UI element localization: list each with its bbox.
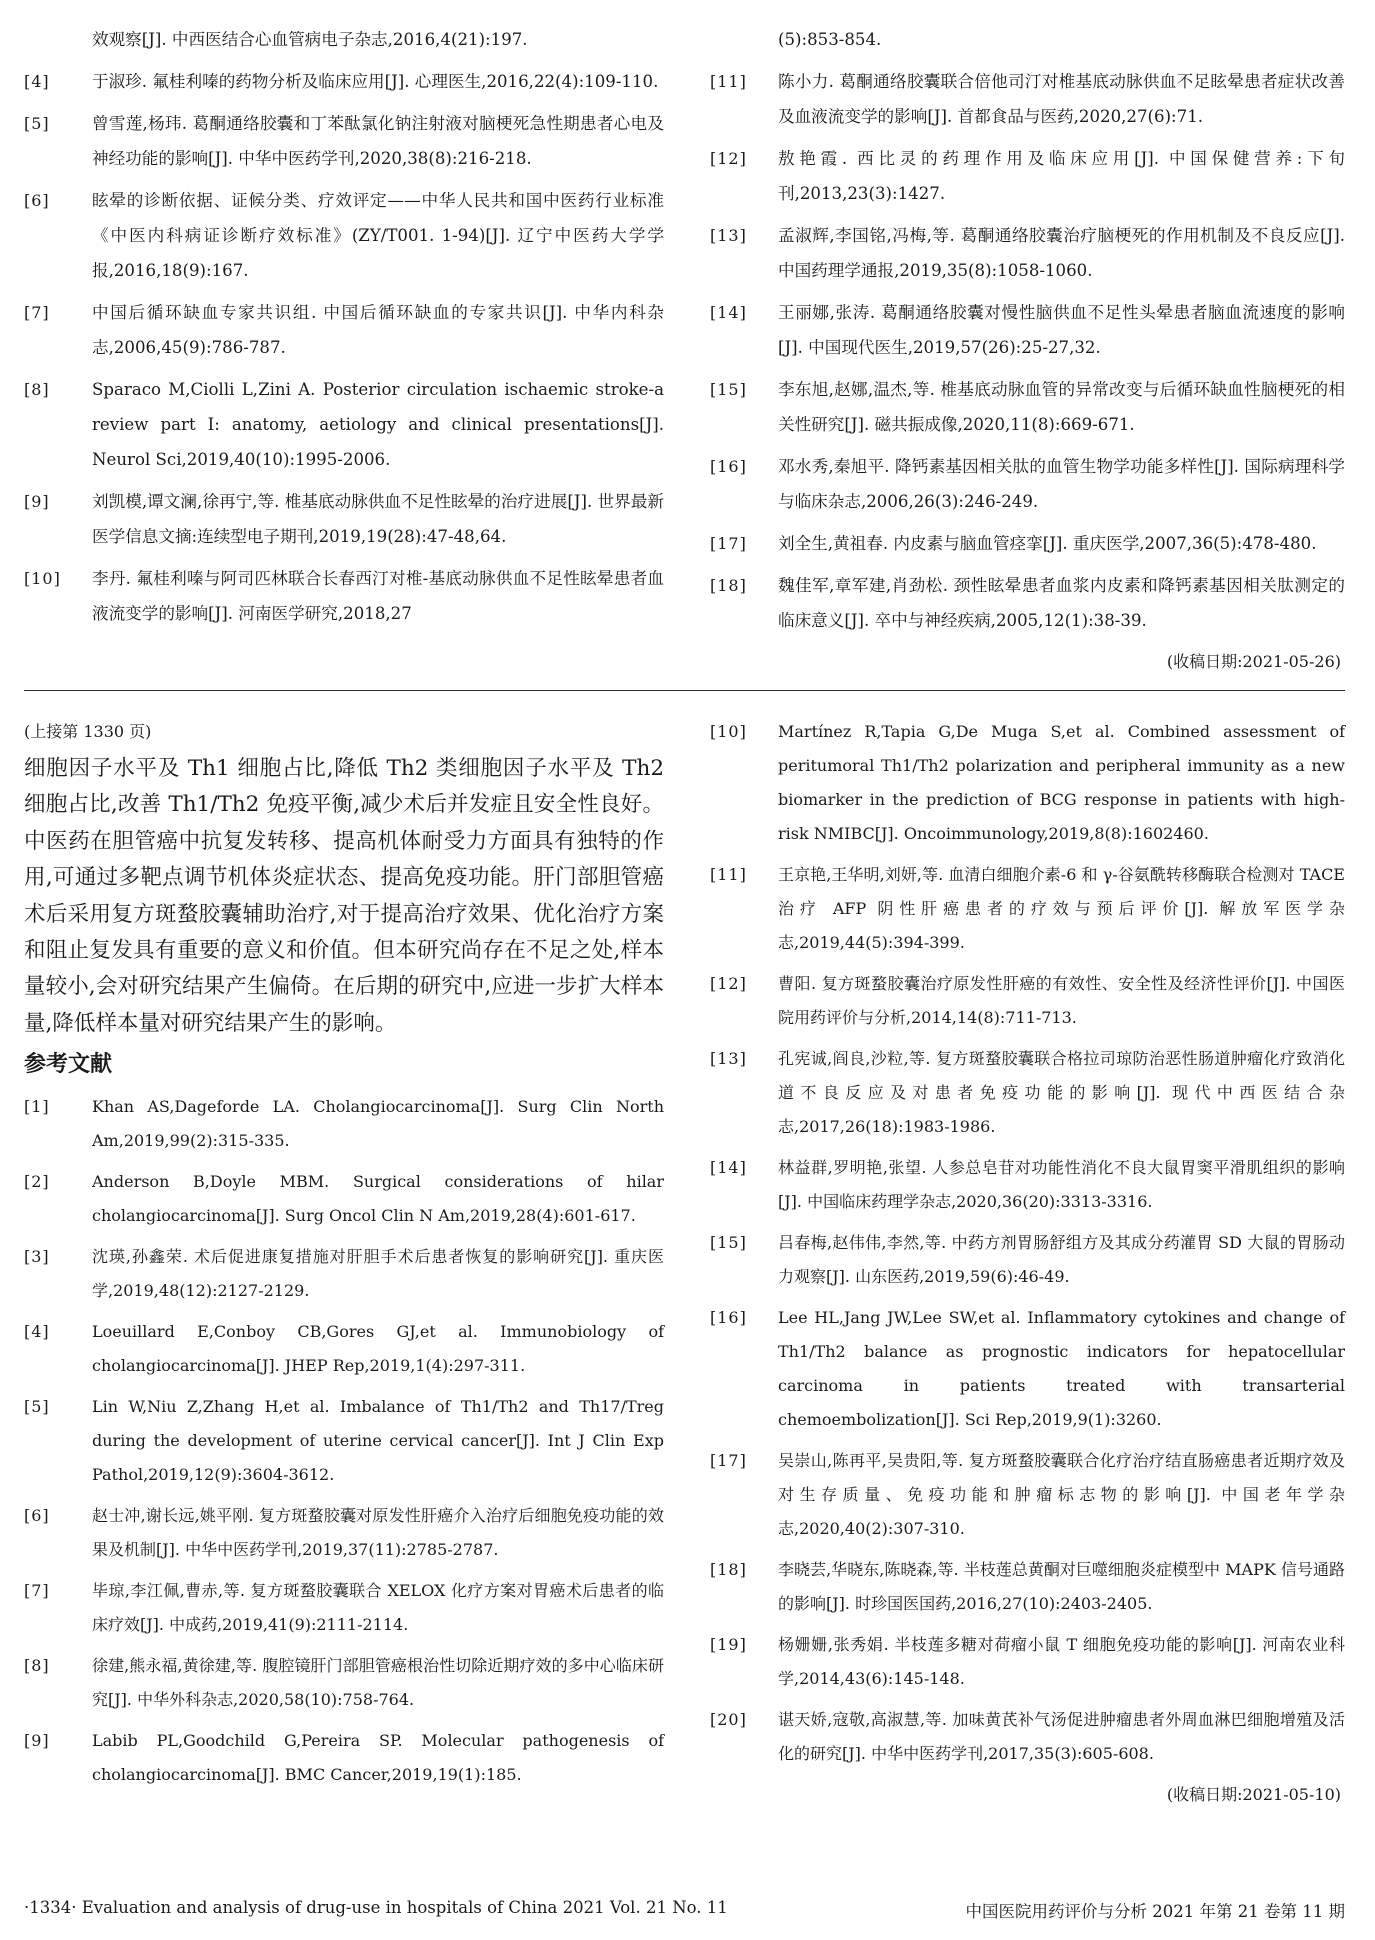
reference-text: 李丹. 氟桂利嗪与阿司匹林联合长春西汀对椎-基底动脉供血不足性眩晕患者血液流变学的影响[J]. 河南医学研究,2018,27 — [92, 569, 664, 623]
reference-number: [14] — [710, 1158, 747, 1177]
reference-number: [15] — [710, 1233, 747, 1252]
reference-number: [17] — [710, 1451, 747, 1470]
reference-number: [14] — [710, 303, 747, 322]
reference-text: 谌天娇,寇敬,高淑慧,等. 加味黄芪补气汤促进肿瘤患者外周血淋巴细胞增殖及活化的研究[J]. 中华中医药学刊,2017,35(3):605-608. — [778, 1710, 1345, 1763]
reference-item — [710, 372, 1345, 442]
reference-text: 毕琼,李江佩,曹赤,等. 复方斑蝥胶囊联合 XELOX 化疗方案对胃癌术后患者的临床疗效[J]. 中成药,2019,41(9):2111-2114. — [92, 1581, 664, 1635]
received-date: (收稿日期:2021-05-10) — [1166, 1785, 1341, 1804]
reference-text: Lin W,Niu Z,Zhang H,et al. Imbalance of Th1/Th2 and Th17/Treg during the development of uterine cervical cancer[J]. Int J Clin Exp Pathol,2019,12(9):3604-3612. — [92, 1397, 664, 1485]
reference-number: [10] — [24, 569, 61, 588]
reference-item — [710, 1444, 1345, 1546]
references-heading: 参考文献 — [24, 1052, 113, 1078]
reference-text: 林益群,罗明艳,张望. 人参总皂苷对功能性消化不良大鼠胃窦平滑肌组织的影响[J]. 中国临床药理学杂志,2020,36(20):3313-3316. — [778, 1158, 1345, 1211]
reference-item — [710, 1703, 1345, 1771]
reference-text: 李晓芸,华晓东,陈晓森,等. 半枝莲总黄酮对巨噬细胞炎症模型中 MAPK 信号通路的影响[J]. 时珍国医国药,2016,27(10):2403-2405. — [778, 1560, 1345, 1613]
reference-number: [16] — [710, 457, 747, 476]
reference-item — [710, 526, 1345, 561]
reference-item — [24, 1090, 664, 1158]
reference-item — [710, 218, 1345, 288]
reference-text: Anderson B,Doyle MBM. Surgical considerations of hilar cholangiocarcinoma[J]. Surg Oncol Clin N Am,2019,28(4):601-617. — [92, 1172, 664, 1226]
reference-number: [16] — [710, 1308, 747, 1327]
bottom-right-column — [710, 715, 1345, 1812]
reference-number: [6] — [24, 191, 50, 210]
reference-text: Martínez R,Tapia G,De Muga S,et al. Combined assessment of peritumoral Th1/Th2 polarization and peripheral immunity as a new biomarker in the prediction of BCG response in patients with high-risk NMIBC[J]. Oncoimmunology,2019,8(8):1602460. — [778, 722, 1345, 843]
reference-continuation: (5):853-854. — [778, 30, 882, 49]
reference-item — [710, 1301, 1345, 1437]
reference-item — [24, 372, 664, 477]
top-left-column — [24, 22, 664, 638]
reference-number: [17] — [710, 534, 747, 553]
reference-item — [710, 1042, 1345, 1144]
reference-list — [710, 64, 1345, 638]
reference-number: [4] — [24, 1322, 50, 1342]
reference-text: 徐建,熊永福,黄徐建,等. 腹腔镜肝门部胆管癌根治性切除近期疗效的多中心临床研究[J]. 中华外科杂志,2020,58(10):758-764. — [92, 1656, 664, 1710]
reference-text: 陈小力. 葛酮通络胶囊联合倍他司汀对椎基底动脉供血不足眩晕患者症状改善及血液流变学的影响[J]. 首都食品与医药,2020,27(6):71. — [778, 72, 1345, 126]
reference-number: [1] — [24, 1097, 50, 1117]
reference-text: 吴崇山,陈再平,吴贵阳,等. 复方斑蝥胶囊联合化疗治疗结直肠癌患者近期疗效及对生存质量、免疫功能和肿瘤标志物的影响[J]. 中国老年学杂志,2020,40(2):307-310. — [778, 1451, 1345, 1538]
reference-text: Labib PL,Goodchild G,Pereira SP. Molecular pathogenesis of cholangiocarcinoma[J]. BMC Cancer,2019,19(1):185. — [92, 1731, 664, 1785]
reference-list — [24, 64, 664, 631]
reference-item — [710, 568, 1345, 638]
reference-item — [710, 295, 1345, 365]
reference-text: 刘凯模,谭文澜,徐再宁,等. 椎基底动脉供血不足性眩晕的治疗进展[J]. 世界最新医学信息文摘:连续型电子期刊,2019,19(28):47-48,64. — [92, 492, 664, 546]
reference-number: [5] — [24, 1397, 50, 1417]
page-footer — [24, 1898, 1345, 1922]
article-divider — [24, 690, 1345, 691]
body-paragraph: 细胞因子水平及 Th1 细胞占比,降低 Th2 类细胞因子水平及 Th2 细胞占比,改善 Th1/Th2 免疫平衡,减少术后并发症且安全性良好。中医药在胆管癌中抗复发转移、提高机体耐受力方面具有独特的作用,可通过多靶点调节机体炎症状态、提高免疫功能。肝门部胆管癌术后采用复方斑蝥胶囊辅助治疗,对于提高治疗效果、优化治疗方案和阻止复发具有重要的意义和价值。但本研究尚存在不足之处,样本量较小,会对研究结果产生偏倚。在后期的研究中,应进一步扩大样本量,降低样本量对研究结果产生的影响。 — [24, 756, 664, 1036]
reference-text: 曾雪莲,杨玮. 葛酮通络胶囊和丁苯酞氯化钠注射液对脑梗死急性期患者心电及神经功能的影响[J]. 中华中医药学刊,2020,38(8):216-218. — [92, 114, 664, 168]
reference-number: [9] — [24, 1731, 50, 1751]
reference-item — [24, 1165, 664, 1233]
reference-list — [24, 1090, 664, 1792]
reference-number: [11] — [710, 865, 747, 884]
reference-number: [4] — [24, 72, 50, 91]
reference-number: [7] — [24, 1581, 50, 1601]
reference-text: 杨姗姗,张秀娟. 半枝莲多糖对荷瘤小鼠 T 细胞免疫功能的影响[J]. 河南农业科学,2014,43(6):145-148. — [778, 1635, 1345, 1688]
reference-text: 曹阳. 复方斑蝥胶囊治疗原发性肝癌的有效性、安全性及经济性评价[J]. 中国医院用药评价与分析,2014,14(8):711-713. — [778, 974, 1345, 1027]
reference-item — [710, 858, 1345, 960]
reference-text: 李东旭,赵娜,温杰,等. 椎基底动脉血管的异常改变与后循环缺血性脑梗死的相关性研究[J]. 磁共振成像,2020,11(8):669-671. — [778, 380, 1345, 434]
reference-text: 魏佳军,章军建,肖劲松. 颈性眩晕患者血浆内皮素和降钙素基因相关肽测定的临床意义[J]. 卒中与神经疾病,2005,12(1):38-39. — [778, 576, 1345, 630]
reference-number: [7] — [24, 303, 50, 322]
reference-text: Sparaco M,Ciolli L,Zini A. Posterior circulation ischaemic stroke-a review part I: anatomy, aetiology and clinical presentations[J]. Neurol Sci,2019,40(10):1995-2006. — [92, 380, 664, 469]
reference-number: [20] — [710, 1710, 747, 1729]
received-date: (收稿日期:2021-05-26) — [1166, 652, 1341, 671]
reference-number: [10] — [710, 722, 747, 741]
reference-number: [11] — [710, 72, 747, 91]
reference-number: [18] — [710, 1560, 747, 1579]
reference-item — [710, 1151, 1345, 1219]
top-right-column — [710, 22, 1345, 679]
reference-text: Khan AS,Dageforde LA. Cholangiocarcinoma[J]. Surg Clin North Am,2019,99(2):315-335. — [92, 1097, 664, 1151]
reference-list — [710, 715, 1345, 1771]
reference-item — [24, 1574, 664, 1642]
reference-text: 沈瑛,孙鑫荣. 术后促进康复措施对肝胆手术后患者恢复的影响研究[J]. 重庆医学,2019,48(12):2127-2129. — [92, 1247, 664, 1301]
reference-item — [24, 1390, 664, 1492]
reference-item — [24, 484, 664, 554]
reference-number: [5] — [24, 114, 50, 133]
reference-item — [710, 449, 1345, 519]
reference-item — [24, 106, 664, 176]
reference-number: [15] — [710, 380, 747, 399]
reference-text: 赵士冲,谢长远,姚平刚. 复方斑蝥胶囊对原发性肝癌介入治疗后细胞免疫功能的效果及机制[J]. 中华中医药学刊,2019,37(11):2785-2787. — [92, 1506, 664, 1560]
reference-continuation: 效观察[J]. 中西医结合心血管病电子杂志,2016,4(21):197. — [92, 30, 528, 49]
footer-left: ·1334· Evaluation and analysis of drug-use in hospitals of China 2021 Vol. 21 No. 11 — [24, 1898, 728, 1917]
reference-number: [9] — [24, 492, 50, 511]
reference-number: [2] — [24, 1172, 50, 1192]
reference-number: [12] — [710, 974, 747, 993]
reference-number: [12] — [710, 149, 747, 168]
reference-text: 王丽娜,张涛. 葛酮通络胶囊对慢性脑供血不足性头晕患者脑血流速度的影响[J]. 中国现代医生,2019,57(26):25-27,32. — [778, 303, 1345, 357]
reference-item — [24, 64, 664, 99]
reference-number: [19] — [710, 1635, 747, 1654]
reference-item — [24, 1649, 664, 1717]
footer-right: 中国医院用药评价与分析 2021 年第 21 卷第 11 期 — [965, 1902, 1345, 1921]
reference-text: 敖艳霞. 西比灵的药理作用及临床应用[J]. 中国保健营养:下旬刊,2013,23(3):1427. — [778, 149, 1345, 203]
reference-text: Lee HL,Jang JW,Lee SW,et al. Inflammatory cytokines and change of Th1/Th2 balance as prognostic indicators for hepatocellular carcinoma in patients treated with transarterial chemoembolization[J]. Sci Rep,2019,9(1):3260. — [778, 1308, 1345, 1429]
reference-item — [24, 1240, 664, 1308]
reference-text: 吕春梅,赵伟伟,李然,等. 中药方剂胃肠舒组方及其成分药灌胃 SD 大鼠的胃肠动力观察[J]. 山东医药,2019,59(6):46-49. — [778, 1233, 1345, 1286]
reference-text: 于淑珍. 氟桂利嗪的药物分析及临床应用[J]. 心理医生,2016,22(4):109-110. — [92, 72, 659, 91]
reference-number: [8] — [24, 1656, 50, 1676]
reference-item — [710, 1226, 1345, 1294]
reference-item — [710, 715, 1345, 851]
reference-text: 孔宪诚,阎良,沙粒,等. 复方斑蝥胶囊联合格拉司琼防治恶性肠道肿瘤化疗致消化道不良反应及对患者免疫功能的影响[J]. 现代中西医结合杂志,2017,26(18):1983-1986. — [778, 1049, 1345, 1136]
reference-item — [24, 561, 664, 631]
reference-item — [710, 1628, 1345, 1696]
reference-number: [8] — [24, 380, 50, 399]
reference-number: [13] — [710, 226, 747, 245]
reference-number: [18] — [710, 576, 747, 595]
reference-number: [13] — [710, 1049, 747, 1068]
continued-from-note: (上接第 1330 页) — [24, 722, 152, 741]
reference-item — [710, 141, 1345, 211]
reference-item — [710, 967, 1345, 1035]
reference-number: [6] — [24, 1506, 50, 1526]
reference-text: 刘全生,黄祖春. 内皮素与脑血管痉挛[J]. 重庆医学,2007,36(5):478-480. — [778, 534, 1317, 553]
reference-item — [24, 295, 664, 365]
reference-text: 中国后循环缺血专家共识组. 中国后循环缺血的专家共识[J]. 中华内科杂志,2006,45(9):786-787. — [92, 303, 664, 357]
reference-item — [24, 183, 664, 288]
bottom-left-column — [24, 715, 664, 1799]
reference-item — [710, 64, 1345, 134]
reference-text: Loeuillard E,Conboy CB,Gores GJ,et al. Immunobiology of cholangiocarcinoma[J]. JHEP Rep,2019,1(4):297-311. — [92, 1322, 664, 1376]
reference-item — [710, 1553, 1345, 1621]
reference-text: 邓水秀,秦旭平. 降钙素基因相关肽的血管生物学功能多样性[J]. 国际病理科学与临床杂志,2006,26(3):246-249. — [778, 457, 1345, 511]
reference-text: 孟淑辉,李国铭,冯梅,等. 葛酮通络胶囊治疗脑梗死的作用机制及不良反应[J]. 中国药理学通报,2019,35(8):1058-1060. — [778, 226, 1345, 280]
reference-text: 眩晕的诊断依据、证候分类、疗效评定——中华人民共和国中医药行业标准《中医内科病证诊断疗效标准》(ZY/T001. 1-94)[J]. 辽宁中医药大学学报,2016,18(9):167. — [92, 191, 664, 280]
reference-number: [3] — [24, 1247, 50, 1267]
reference-item — [24, 1315, 664, 1383]
reference-text: 王京艳,王华明,刘妍,等. 血清白细胞介素-6 和 γ-谷氨酰转移酶联合检测对 TACE 治疗 AFP 阴性肝癌患者的疗效与预后评价[J]. 解放军医学杂志,2019,44(5):394-399. — [778, 865, 1345, 952]
reference-item — [24, 1499, 664, 1567]
reference-item — [24, 1724, 664, 1792]
